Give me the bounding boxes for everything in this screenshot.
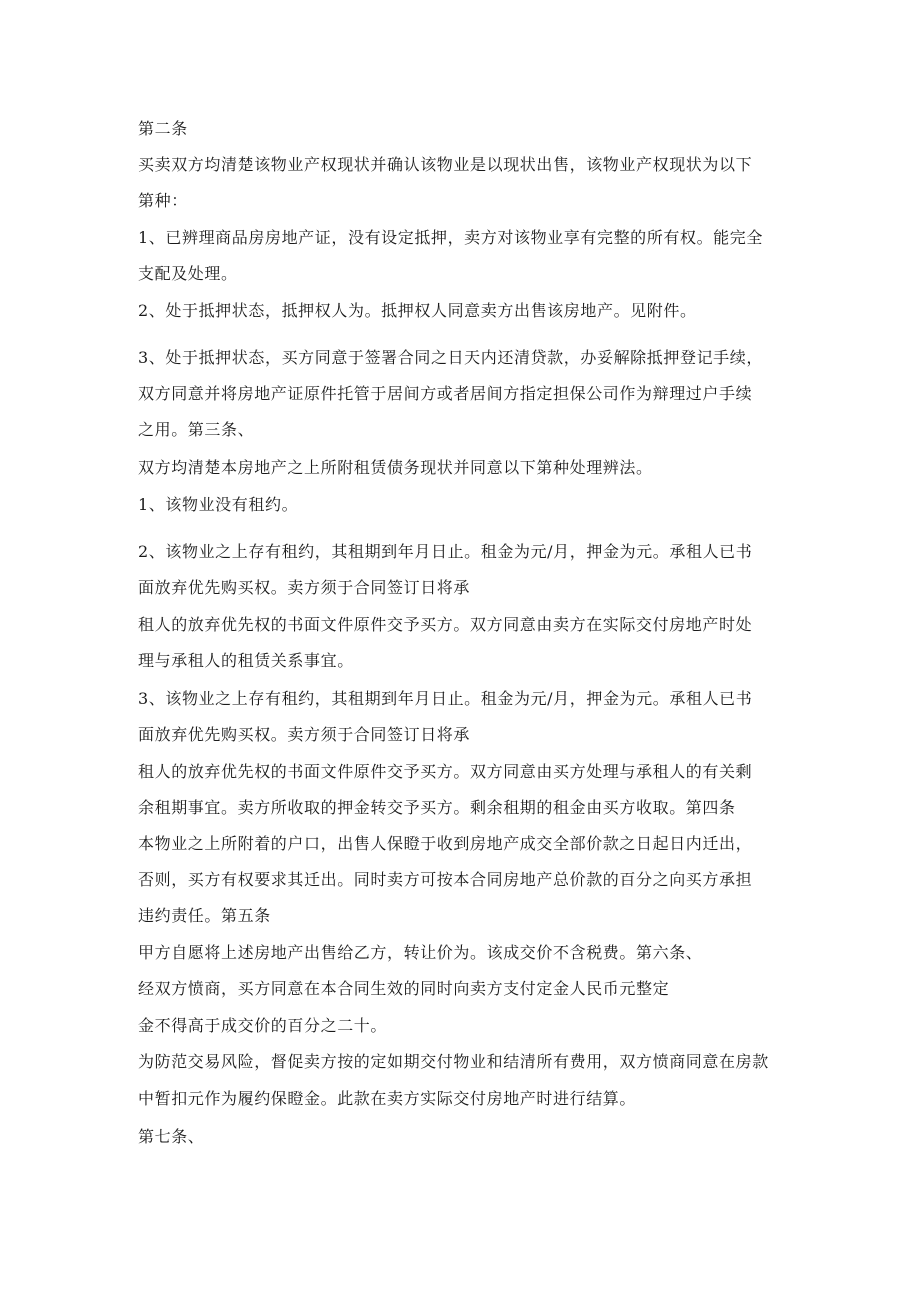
text-line-25: 金不得高于成交价的百分之二十。	[138, 1016, 388, 1035]
text-line-19: 余租期事宜。卖方所收取的押金转交予买方。剩余租期的租金由买方收取。第四条	[138, 798, 736, 817]
text-line-10: 双方均清楚本房地产之上所附租赁债务现状并同意以下第种处理辨法。	[138, 458, 653, 477]
text-line-8: 双方同意并将房地产证原件托管于居间方或者居间方指定担保公司作为辩理过户手续	[138, 384, 753, 403]
text-line-13: 面放弃优先购买权。卖方须于合同签订日将承	[138, 578, 471, 597]
text-line-5: 支配及处理。	[138, 264, 238, 283]
text-line-7: 3、处于抵押状态，买方同意于签署合同之日天内还清贷款，办妥解除抵押登记手续，	[138, 348, 763, 367]
text-line-3: 第种：	[138, 191, 188, 210]
text-line-14: 租人的放弃优先权的书面文件原件交予买方。双方同意由卖方在实际交付房地产时处	[138, 615, 753, 634]
text-line-11: 1、该物业没有租约。	[138, 495, 299, 514]
text-line-23: 甲方自愿将上述房地产出售给乙方，转让价为。该成交价不含税费。第六条、	[138, 943, 703, 962]
text-line-18: 租人的放弃优先权的书面文件原件交予买方。双方同意由买方处理与承租人的有关剩	[138, 762, 753, 781]
text-line-2: 买卖双方均清楚该物业产权现状并确认该物业是以现状出售，该物业产权现状为以下	[138, 155, 753, 174]
text-line-16: 3、该物业之上存有租约，其租期到年月日止。租金为元/月，押金为元。承租人已书	[138, 689, 753, 708]
text-line-9: 之用。第三条、	[138, 420, 255, 439]
text-line-6: 2、处于抵押状态，抵押权人为。抵押权人同意卖方出售该房地产。见附件。	[138, 301, 697, 320]
text-line-1: 第二条	[138, 119, 188, 138]
text-line-26: 为防范交易风险，督促卖方按的定如期交付物业和结清所有费用，双方愤商同意在房款	[138, 1052, 769, 1071]
text-line-17: 面放弃优先购买权。卖方须于合同签订日将承	[138, 725, 471, 744]
text-line-27: 中暂扣元作为履约保瞪金。此款在卖方实际交付房地产时进行结算。	[138, 1089, 637, 1108]
text-line-12: 2、该物业之上存有租约，其租期到年月日止。租金为元/月，押金为元。承租人已书	[138, 542, 753, 561]
text-line-4: 1、已辨理商品房房地产证，没有设定抵押，卖方对该物业享有完整的所有权。能完全	[138, 228, 763, 247]
text-line-28: 第七条、	[138, 1127, 205, 1146]
text-line-21: 否则，买方有权要求其迁出。同时卖方可按本合同房地产总价款的百分之向买方承担	[138, 870, 753, 889]
text-line-20: 本物业之上所附着的户口，出售人保瞪于收到房地产成交全部价款之日起日内迁出，	[138, 834, 753, 853]
text-line-24: 经双方愤商，买方同意在本合同生效的同时向卖方支付定金人民币元整定	[138, 979, 670, 998]
text-line-22: 违约责任。第五条	[138, 906, 271, 925]
text-line-15: 理与承租人的租赁关系事宜。	[138, 651, 354, 670]
